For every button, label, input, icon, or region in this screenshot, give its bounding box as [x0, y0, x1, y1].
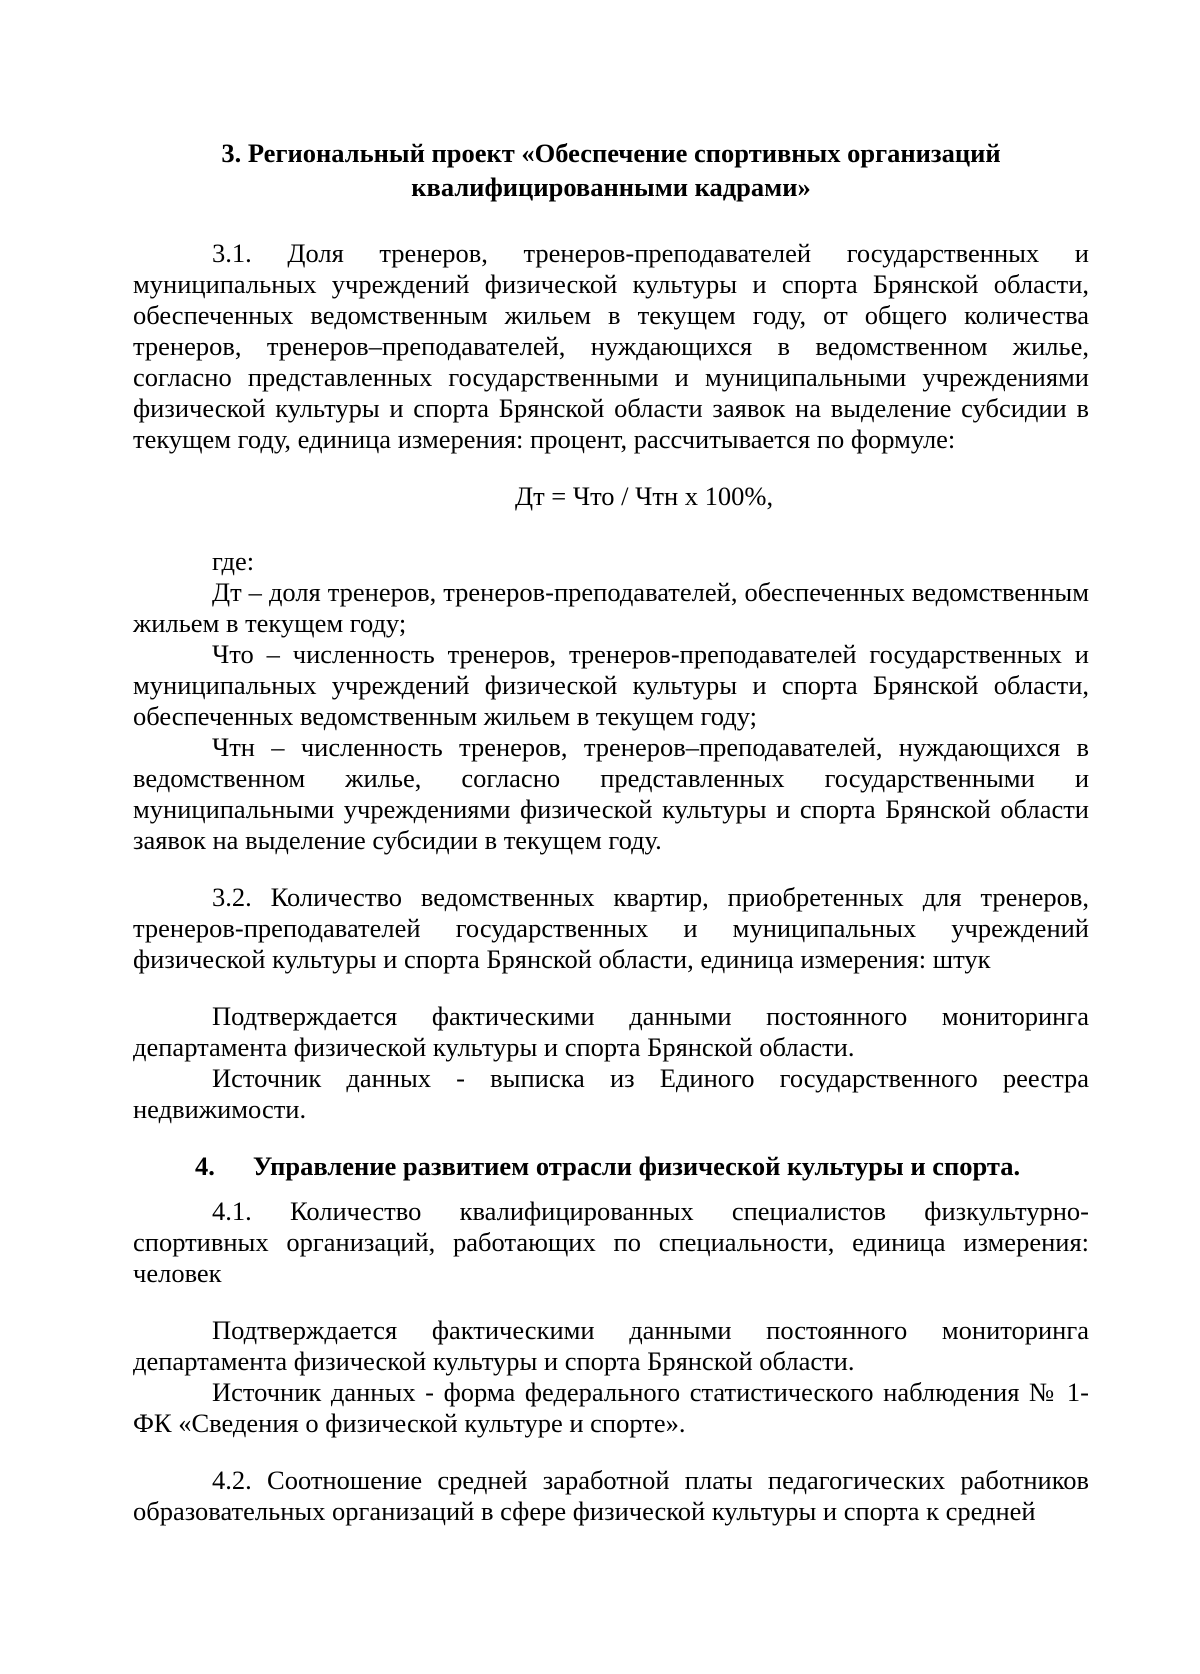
section-4-title: Управление развитием отрасли физической культуры и спорта.: [252, 1151, 1021, 1181]
paragraph-3-1: 3.1. Доля тренеров, тренеров-преподавателей государственных и муниципальных учреждений физической культуры и спорта Брянской области, обеспеченных ведомственным жильем в текущем году, от общего количества тренеров, тренеров–преподавателей, нуждающихся в ведомственном жилье, согласно представленных государственными и муниципальными учреждениями физической культуры и спорта Брянской области заявок на выделение субсидии в текущем году, единица измерения: процент, рассчитывается по формуле:: [133, 238, 1089, 454]
section-4-heading: [133, 1151, 1089, 1182]
section-4-number: 4.: [195, 1151, 215, 1181]
section-4: [133, 1151, 1089, 1527]
definition-chtn: Чтн – численность тренеров, тренеров–преподавателей, нуждающихся в ведомственном жилье, согласно представленных государственными и муниципальными учреждениями физической культуры и спорта Брянской области заявок на выделение субсидии в текущем году.: [133, 732, 1089, 855]
definition-dt: Дт – доля тренеров, тренеров-преподавателей, обеспеченных ведомственным жильем в текущем году;: [133, 577, 1089, 638]
section-3: [133, 136, 1089, 1125]
paragraph-4-2: 4.2. Соотношение средней заработной платы педагогических работников образовательных организаций в сфере физической культуры и спорта к средней: [133, 1465, 1089, 1526]
paragraph-4-1: 4.1. Количество квалифицированных специалистов физкультурно-спортивных организаций, работающих по специальности, единица измерения: человек: [133, 1196, 1089, 1288]
paragraph-3-2: 3.2. Количество ведомственных квартир, приобретенных для тренеров, тренеров-преподавателей государственных и муниципальных учреждений физической культуры и спорта Брянской области, единица измерения: штук: [133, 882, 1089, 974]
paragraph-4-1-source: Источник данных - форма федерального статистического наблюдения № 1-ФК «Сведения о физической культуре и спорте».: [133, 1377, 1089, 1438]
paragraph-3-2-source: Источник данных - выписка из Единого государственного реестра недвижимости.: [133, 1063, 1089, 1124]
document-page: [133, 136, 1089, 1527]
section-3-title-line-1: 3. Региональный проект «Обеспечение спортивных организаций: [221, 138, 1001, 168]
formula: Дт = Что / Чтн х 100%,: [515, 481, 774, 511]
section-3-title-line-2: квалифицированными кадрами»: [411, 172, 811, 202]
paragraph-4-1-confirm: Подтверждается фактическими данными постоянного мониторинга департамента физической культуры и спорта Брянской области.: [133, 1315, 1089, 1376]
paragraph-3-2-confirm: Подтверждается фактическими данными постоянного мониторинга департамента физической культуры и спорта Брянской области.: [133, 1001, 1089, 1062]
where-label: где:: [212, 546, 255, 576]
definition-chto: Что – численность тренеров, тренеров-преподавателей государственных и муниципальных учреждений физической культуры и спорта Брянской области, обеспеченных ведомственным жильем в текущем году;: [133, 639, 1089, 731]
